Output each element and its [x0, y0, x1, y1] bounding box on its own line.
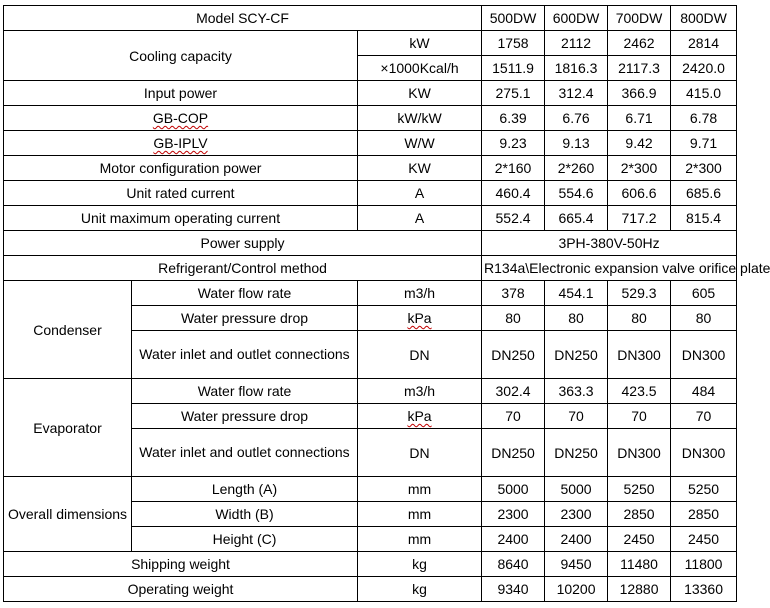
row-label: Water inlet and outlet connections — [132, 429, 358, 477]
table-row — [4, 379, 737, 404]
group-label: Overall dimensions — [4, 477, 132, 552]
unit-cell: m3/h — [358, 379, 482, 404]
table-row — [4, 81, 737, 106]
value-cell: 80 — [671, 306, 737, 331]
row-label: Cooling capacity — [4, 31, 358, 81]
merged-value-cell: R134a\Electronic expansion valve orifice plate — [482, 256, 737, 281]
value-cell: 366.9 — [608, 81, 671, 106]
value-cell: 70 — [482, 404, 545, 429]
value-cell: 606.6 — [608, 181, 671, 206]
value-cell: 12880 — [608, 577, 671, 602]
value-cell: 423.5 — [608, 379, 671, 404]
value-cell: DN250 — [545, 331, 608, 379]
value-cell: 2450 — [671, 527, 737, 552]
value-cell: 2*300 — [608, 156, 671, 181]
row-label: Water inlet and outlet connections — [132, 331, 358, 379]
unit-cell — [358, 404, 482, 429]
value-cell: 80 — [608, 306, 671, 331]
value-cell: 665.4 — [545, 206, 608, 231]
value-cell: 5000 — [482, 477, 545, 502]
unit-cell: DN — [358, 331, 482, 379]
value-cell: 11480 — [608, 552, 671, 577]
table-row — [4, 181, 737, 206]
value-cell: 605 — [671, 281, 737, 306]
table-row — [4, 106, 737, 131]
table-row — [4, 552, 737, 577]
unit-cell: mm — [358, 477, 482, 502]
kpa-unit: kPa — [407, 408, 432, 424]
unit-cell: m3/h — [358, 281, 482, 306]
value-cell: 9.13 — [545, 131, 608, 156]
table-row — [4, 206, 737, 231]
row-label: Width (B) — [132, 502, 358, 527]
value-cell: 2462 — [608, 31, 671, 56]
value-cell: 554.6 — [545, 181, 608, 206]
value-cell: 2300 — [482, 502, 545, 527]
value-cell: 454.1 — [545, 281, 608, 306]
table-row — [4, 131, 737, 156]
value-cell: 9.42 — [608, 131, 671, 156]
value-cell: DN300 — [671, 331, 737, 379]
value-cell: 302.4 — [482, 379, 545, 404]
gb-iplv-label: GB-IPLV — [153, 135, 208, 151]
value-cell: 1758 — [482, 31, 545, 56]
value-cell: 460.4 — [482, 181, 545, 206]
unit-cell — [358, 306, 482, 331]
value-cell: 70 — [545, 404, 608, 429]
value-cell: 6.78 — [671, 106, 737, 131]
spec-table — [3, 5, 770, 602]
value-cell: 685.6 — [671, 181, 737, 206]
value-cell: DN300 — [608, 429, 671, 477]
value-cell: 1816.3 — [545, 56, 608, 81]
value-cell: 9.71 — [671, 131, 737, 156]
value-cell: 2300 — [545, 502, 608, 527]
value-cell: 2850 — [671, 502, 737, 527]
value-cell: 80 — [545, 306, 608, 331]
value-cell: 6.71 — [608, 106, 671, 131]
value-cell: 2814 — [671, 31, 737, 56]
unit-cell: A — [358, 206, 482, 231]
value-cell: 2850 — [608, 502, 671, 527]
value-cell: DN250 — [482, 429, 545, 477]
row-label: Height (C) — [132, 527, 358, 552]
table-row — [4, 477, 737, 502]
row-label: Unit rated current — [4, 181, 358, 206]
value-cell: DN300 — [671, 429, 737, 477]
table-row — [4, 281, 737, 306]
table-row — [4, 231, 737, 256]
value-cell: 5250 — [608, 477, 671, 502]
value-cell: 9340 — [482, 577, 545, 602]
row-label — [4, 106, 358, 131]
row-label: Water flow rate — [132, 281, 358, 306]
value-cell: 70 — [671, 404, 737, 429]
unit-cell: mm — [358, 502, 482, 527]
value-cell: 2*300 — [671, 156, 737, 181]
row-label: Motor configuration power — [4, 156, 358, 181]
value-cell: 363.3 — [545, 379, 608, 404]
unit-cell: KW — [358, 81, 482, 106]
model-header: 600DW — [545, 6, 608, 31]
table-row — [4, 156, 737, 181]
row-label: Refrigerant/Control method — [4, 256, 482, 281]
unit-cell: DN — [358, 429, 482, 477]
row-label: Shipping weight — [4, 552, 358, 577]
row-label: Operating weight — [4, 577, 358, 602]
unit-cell: ×1000Kcal/h — [358, 56, 482, 81]
value-cell: 1511.9 — [482, 56, 545, 81]
value-cell: 2*260 — [545, 156, 608, 181]
value-cell: 5250 — [671, 477, 737, 502]
value-cell: 6.39 — [482, 106, 545, 131]
value-cell: 815.4 — [671, 206, 737, 231]
unit-cell: mm — [358, 527, 482, 552]
row-label: Water pressure drop — [132, 404, 358, 429]
row-label: Unit maximum operating current — [4, 206, 358, 231]
unit-cell: kW/kW — [358, 106, 482, 131]
value-cell: 5000 — [545, 477, 608, 502]
value-cell: 13360 — [671, 577, 737, 602]
unit-cell: kg — [358, 552, 482, 577]
model-label — [4, 6, 482, 31]
unit-cell: kg — [358, 577, 482, 602]
value-cell: 8640 — [482, 552, 545, 577]
row-label: Input power — [4, 81, 358, 106]
value-cell: 2400 — [482, 527, 545, 552]
value-cell: 2*160 — [482, 156, 545, 181]
value-cell: 80 — [482, 306, 545, 331]
model-header: 500DW — [482, 6, 545, 31]
model-header: 700DW — [608, 6, 671, 31]
gb-cop-label: GB-COP — [152, 110, 209, 126]
row-label: Water pressure drop — [132, 306, 358, 331]
row-label — [4, 131, 358, 156]
value-cell: 2112 — [545, 31, 608, 56]
value-cell: 10200 — [545, 577, 608, 602]
model-header: 800DW — [671, 6, 737, 31]
value-cell: DN250 — [482, 331, 545, 379]
table-row — [4, 256, 737, 281]
row-label: Power supply — [4, 231, 482, 256]
row-label: Length (A) — [132, 477, 358, 502]
value-cell: 11800 — [671, 552, 737, 577]
value-cell: 2420.0 — [671, 56, 737, 81]
value-cell: 70 — [608, 404, 671, 429]
value-cell: 415.0 — [671, 81, 737, 106]
unit-cell: KW — [358, 156, 482, 181]
kpa-unit: kPa — [407, 310, 432, 326]
value-cell: DN300 — [608, 331, 671, 379]
table-row — [4, 577, 737, 602]
value-cell: 2400 — [545, 527, 608, 552]
unit-cell: A — [358, 181, 482, 206]
row-label: Water flow rate — [132, 379, 358, 404]
group-label: Condenser — [4, 281, 132, 379]
value-cell: 2117.3 — [608, 56, 671, 81]
value-cell: 275.1 — [482, 81, 545, 106]
value-cell: 717.2 — [608, 206, 671, 231]
group-label: Evaporator — [4, 379, 132, 477]
value-cell: 6.76 — [545, 106, 608, 131]
value-cell: 9450 — [545, 552, 608, 577]
model-text: Model SCY-CF — [196, 10, 289, 26]
value-cell: DN250 — [545, 429, 608, 477]
merged-value-cell: 3PH-380V-50Hz — [482, 231, 737, 256]
value-cell: 9.23 — [482, 131, 545, 156]
value-cell: 312.4 — [545, 81, 608, 106]
table-row — [4, 31, 737, 56]
value-cell: 378 — [482, 281, 545, 306]
header-row — [4, 6, 737, 31]
unit-cell: kW — [358, 31, 482, 56]
value-cell: 2450 — [608, 527, 671, 552]
unit-cell: W/W — [358, 131, 482, 156]
value-cell: 529.3 — [608, 281, 671, 306]
value-cell: 552.4 — [482, 206, 545, 231]
value-cell: 484 — [671, 379, 737, 404]
